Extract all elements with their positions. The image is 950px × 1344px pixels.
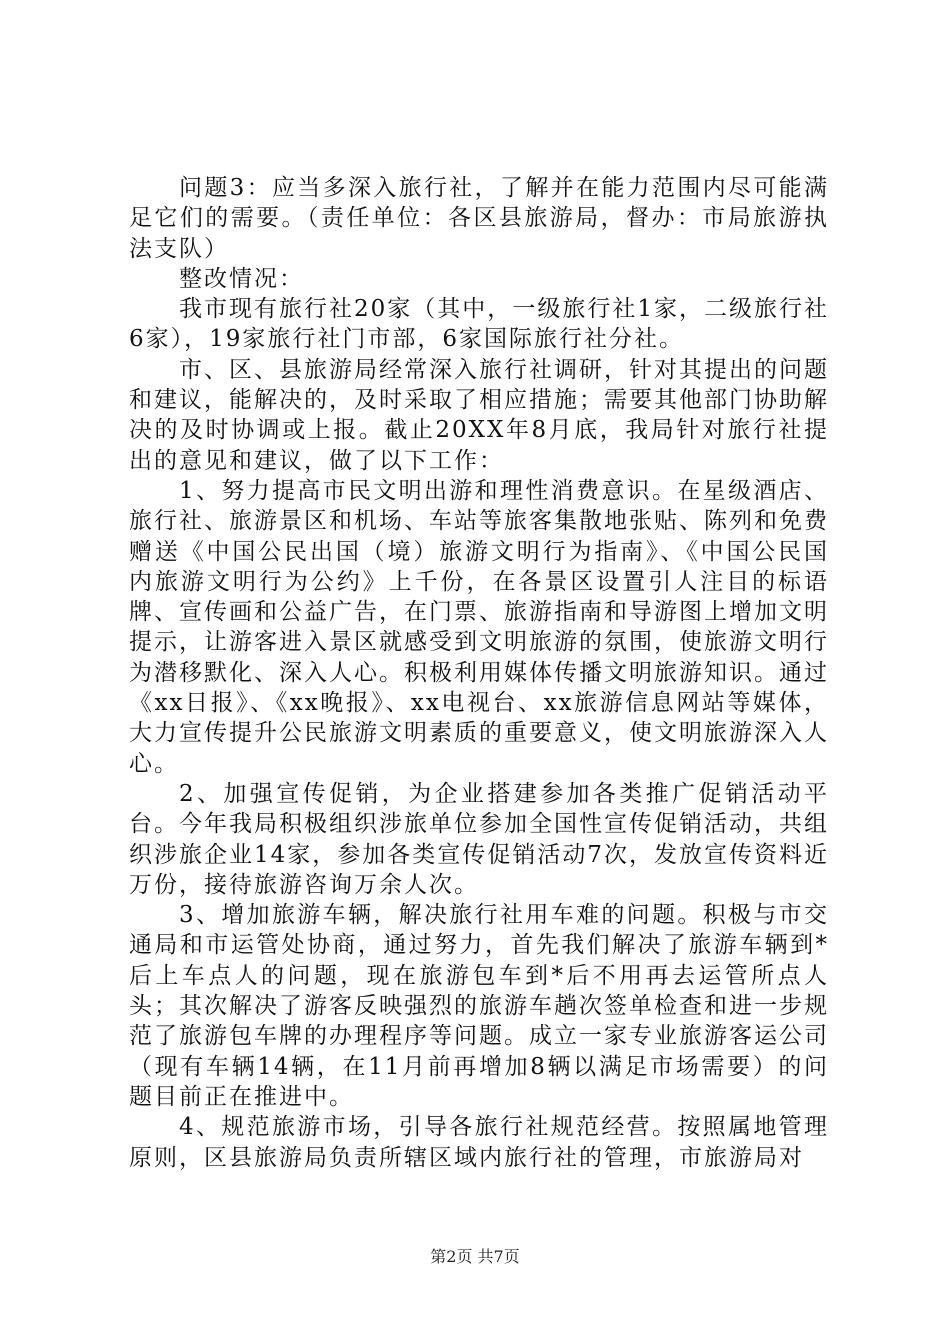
paragraph-issue-3: 问题3：应当多深入旅行社，了解并在能力范围内尽可能满足它们的需要。（责任单位：各区县旅游局，督办：市局旅游执法支队） bbox=[129, 175, 829, 262]
paragraph-item-3: 3、增加旅游车辆，解决旅行社用车难的问题。积极与市交通局和市运管处协商，通过努力，首先我们解决了旅游车辆到*后上车点人的问题，现在旅游包车到*后不用再去运管所点人头；其次解决了游客反映强烈的旅游车趟次签单检查和进一步规范了旅游包车牌的办理程序等问题。成立一家专业旅游客运公司（现有车辆14辆，在11月前再增加8辆以满足市场需要）的问题目前正在推进中。 bbox=[129, 902, 829, 1110]
paragraph-research-summary: 市、区、县旅游局经常深入旅行社调研，针对其提出的问题和建议，能解决的，及时采取了相应措施；需要其他部门协助解决的及时协调或上报。截止20XX年8月底，我局针对旅行社提出的意见和建议，做了以下工作： bbox=[129, 356, 829, 474]
paragraph-rectification-heading: 整改情况： bbox=[179, 265, 304, 292]
paragraph-item-2: 2、加强宣传促销，为企业搭建参加各类推广促销活动平台。今年我局积极组织涉旅单位参加全国性宣传促销活动，共组织涉旅企业14家，参加各类宣传促销活动7次，发放宣传资料近万份，接待旅游咨询万余人次。 bbox=[129, 780, 829, 898]
document-body bbox=[129, 173, 829, 1173]
paragraph-travel-agency-count: 我市现有旅行社20家（其中，一级旅行社1家，二级旅行社6家），19家旅行社门市部，6家国际旅行社分社。 bbox=[129, 296, 829, 353]
paragraph-item-4: 4、规范旅游市场，引导各旅行社规范经营。按照属地管理原则，区县旅游局负责所辖区域内旅行社的管理，市旅游局对 bbox=[129, 1114, 829, 1171]
paragraph-item-1: 1、努力提高市民文明出游和理性消费意识。在星级酒店、旅行社、旅游景区和机场、车站等旅客集散地张贴、陈列和免费赠送《中国公民出国（境）旅游文明行为指南》、《中国公民国内旅游文明行为公约》上千份，在各景区设置引人注目的标语牌、宣传画和公益广告，在门票、旅游指南和导游图上增加文明提示，让游客进入景区就感受到文明旅游的氛围，使旅游文明行为潜移默化、深入人心。积极利用媒体传播文明旅游知识。通过《xx日报》、《xx晚报》、xx电视台、xx旅游信息网站等媒体，大力宣传提升公民旅游文明素质的重要意义，使文明旅游深入人心。 bbox=[129, 477, 829, 777]
page-number-footer: 第2页 共7页 bbox=[430, 1247, 520, 1266]
